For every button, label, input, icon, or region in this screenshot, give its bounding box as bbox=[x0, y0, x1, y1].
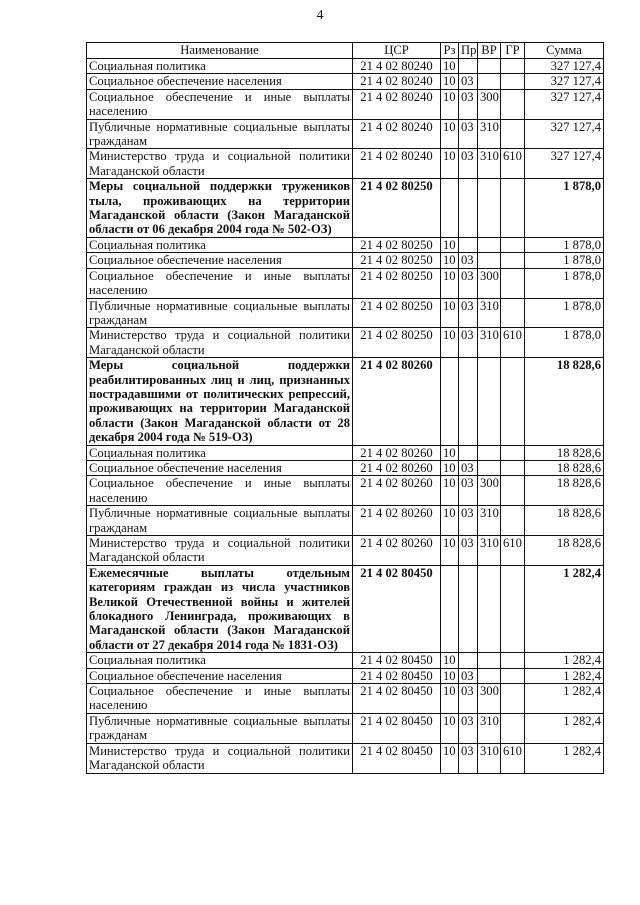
cell-rz: 10 bbox=[441, 653, 459, 668]
table-row bbox=[87, 445, 604, 460]
cell-pr: 03 bbox=[459, 668, 478, 683]
table-row bbox=[87, 253, 604, 268]
cell-name: Ежемесячные выплаты отдельным категориям граждан из числа участников Великой Отечественной войны и жителей блокадного Ленинграда, проживающих в Магаданской области (Закон Магаданской области от 27 декабря 2014 года № 1831-ОЗ) bbox=[87, 565, 353, 652]
header-csr: ЦСР bbox=[353, 43, 441, 59]
cell-pr bbox=[459, 445, 478, 460]
cell-vr: 310 bbox=[478, 119, 501, 149]
table-row bbox=[87, 565, 604, 652]
header-rz: Рз bbox=[441, 43, 459, 59]
cell-csr: 21 4 02 80240 bbox=[353, 59, 441, 74]
cell-name: Министерство труда и социальной политики Магаданской области bbox=[87, 328, 353, 358]
table-row bbox=[87, 179, 604, 238]
cell-sum: 1 282,4 bbox=[525, 684, 604, 714]
cell-gr bbox=[501, 89, 525, 119]
cell-sum: 327 127,4 bbox=[525, 59, 604, 74]
cell-vr bbox=[478, 358, 501, 445]
cell-sum: 1 282,4 bbox=[525, 668, 604, 683]
table-row bbox=[87, 358, 604, 445]
cell-vr bbox=[478, 179, 501, 238]
cell-csr: 21 4 02 80450 bbox=[353, 713, 441, 743]
cell-rz: 10 bbox=[441, 149, 459, 179]
cell-vr: 310 bbox=[478, 713, 501, 743]
cell-rz bbox=[441, 565, 459, 652]
cell-pr: 03 bbox=[459, 743, 478, 773]
cell-sum: 1 878,0 bbox=[525, 179, 604, 238]
cell-rz: 10 bbox=[441, 506, 459, 536]
cell-sum: 1 282,4 bbox=[525, 565, 604, 652]
cell-rz: 10 bbox=[441, 668, 459, 683]
cell-csr: 21 4 02 80260 bbox=[353, 445, 441, 460]
table-row bbox=[87, 506, 604, 536]
cell-csr: 21 4 02 80450 bbox=[353, 565, 441, 652]
cell-name: Социальное обеспечение населения bbox=[87, 74, 353, 89]
cell-vr bbox=[478, 565, 501, 652]
table-row bbox=[87, 653, 604, 668]
cell-csr: 21 4 02 80260 bbox=[353, 506, 441, 536]
cell-vr bbox=[478, 253, 501, 268]
cell-pr: 03 bbox=[459, 713, 478, 743]
cell-sum: 327 127,4 bbox=[525, 74, 604, 89]
table-row bbox=[87, 743, 604, 773]
cell-gr bbox=[501, 684, 525, 714]
cell-sum: 1 878,0 bbox=[525, 268, 604, 298]
cell-sum: 18 828,6 bbox=[525, 506, 604, 536]
cell-csr: 21 4 02 80240 bbox=[353, 119, 441, 149]
table-row bbox=[87, 268, 604, 298]
cell-name: Публичные нормативные социальные выплаты гражданам bbox=[87, 506, 353, 536]
cell-pr: 03 bbox=[459, 476, 478, 506]
cell-sum: 18 828,6 bbox=[525, 358, 604, 445]
cell-name: Министерство труда и социальной политики Магаданской области bbox=[87, 536, 353, 566]
cell-gr bbox=[501, 445, 525, 460]
cell-name: Социальная политика bbox=[87, 237, 353, 252]
cell-gr: 610 bbox=[501, 743, 525, 773]
cell-pr bbox=[459, 565, 478, 652]
header-row bbox=[87, 43, 604, 59]
cell-name: Министерство труда и социальной политики Магаданской области bbox=[87, 743, 353, 773]
cell-gr bbox=[501, 74, 525, 89]
cell-gr bbox=[501, 253, 525, 268]
cell-sum: 18 828,6 bbox=[525, 536, 604, 566]
cell-name: Социальное обеспечение и иные выплаты населению bbox=[87, 268, 353, 298]
cell-vr: 300 bbox=[478, 476, 501, 506]
table-row bbox=[87, 149, 604, 179]
cell-name: Публичные нормативные социальные выплаты гражданам bbox=[87, 713, 353, 743]
cell-csr: 21 4 02 80250 bbox=[353, 237, 441, 252]
cell-pr: 03 bbox=[459, 460, 478, 475]
table-row bbox=[87, 476, 604, 506]
table-row bbox=[87, 119, 604, 149]
table-row bbox=[87, 74, 604, 89]
cell-csr: 21 4 02 80260 bbox=[353, 358, 441, 445]
cell-name: Социальная политика bbox=[87, 653, 353, 668]
cell-gr bbox=[501, 653, 525, 668]
table-row bbox=[87, 328, 604, 358]
cell-vr bbox=[478, 668, 501, 683]
cell-rz bbox=[441, 358, 459, 445]
cell-gr bbox=[501, 179, 525, 238]
cell-vr: 310 bbox=[478, 743, 501, 773]
cell-gr: 610 bbox=[501, 149, 525, 179]
cell-rz: 10 bbox=[441, 328, 459, 358]
cell-name: Социальное обеспечение и иные выплаты населению bbox=[87, 684, 353, 714]
cell-name: Публичные нормативные социальные выплаты гражданам bbox=[87, 298, 353, 328]
cell-sum: 327 127,4 bbox=[525, 89, 604, 119]
cell-rz: 10 bbox=[441, 237, 459, 252]
cell-rz: 10 bbox=[441, 89, 459, 119]
cell-gr bbox=[501, 119, 525, 149]
cell-csr: 21 4 02 80240 bbox=[353, 89, 441, 119]
table-row bbox=[87, 713, 604, 743]
cell-vr: 310 bbox=[478, 298, 501, 328]
cell-csr: 21 4 02 80250 bbox=[353, 179, 441, 238]
table-row bbox=[87, 536, 604, 566]
cell-name: Меры социальной поддержки тружеников тыла, проживающих на территории Магаданской области (Закон Магаданской области от 06 декабря 2004 года № 502-ОЗ) bbox=[87, 179, 353, 238]
header-pr: Пр bbox=[459, 43, 478, 59]
table-row bbox=[87, 298, 604, 328]
cell-sum: 1 282,4 bbox=[525, 743, 604, 773]
cell-csr: 21 4 02 80260 bbox=[353, 476, 441, 506]
cell-rz: 10 bbox=[441, 460, 459, 475]
table-body bbox=[87, 59, 604, 774]
cell-csr: 21 4 02 80260 bbox=[353, 460, 441, 475]
cell-vr bbox=[478, 445, 501, 460]
cell-gr bbox=[501, 237, 525, 252]
cell-name: Социальное обеспечение и иные выплаты населению bbox=[87, 89, 353, 119]
header-vr: ВР bbox=[478, 43, 501, 59]
cell-sum: 1 878,0 bbox=[525, 298, 604, 328]
cell-pr: 03 bbox=[459, 506, 478, 536]
cell-pr: 03 bbox=[459, 298, 478, 328]
cell-name: Публичные нормативные социальные выплаты гражданам bbox=[87, 119, 353, 149]
cell-pr: 03 bbox=[459, 268, 478, 298]
cell-csr: 21 4 02 80250 bbox=[353, 298, 441, 328]
cell-vr: 310 bbox=[478, 149, 501, 179]
cell-name: Социальное обеспечение населения bbox=[87, 668, 353, 683]
cell-csr: 21 4 02 80250 bbox=[353, 253, 441, 268]
header-name: Наименование bbox=[87, 43, 353, 59]
cell-gr bbox=[501, 506, 525, 536]
cell-vr: 300 bbox=[478, 684, 501, 714]
table-row bbox=[87, 89, 604, 119]
cell-pr: 03 bbox=[459, 89, 478, 119]
cell-csr: 21 4 02 80260 bbox=[353, 536, 441, 566]
cell-vr: 310 bbox=[478, 536, 501, 566]
cell-rz bbox=[441, 179, 459, 238]
cell-gr bbox=[501, 358, 525, 445]
cell-name: Социальная политика bbox=[87, 59, 353, 74]
cell-sum: 1 878,0 bbox=[525, 237, 604, 252]
cell-rz: 10 bbox=[441, 476, 459, 506]
page-number: 4 bbox=[316, 8, 324, 23]
cell-csr: 21 4 02 80450 bbox=[353, 653, 441, 668]
budget-table bbox=[86, 42, 604, 774]
cell-rz: 10 bbox=[441, 268, 459, 298]
cell-gr bbox=[501, 298, 525, 328]
cell-pr: 03 bbox=[459, 536, 478, 566]
cell-name: Меры социальной поддержки реабилитированных лиц и лиц, признанных пострадавшими от политических репрессий, проживающих на территории Магаданской области (Закон Магаданской области от 28 декабря 2004 года № 519-ОЗ) bbox=[87, 358, 353, 445]
cell-pr: 03 bbox=[459, 74, 478, 89]
cell-rz: 10 bbox=[441, 713, 459, 743]
cell-rz: 10 bbox=[441, 253, 459, 268]
cell-name: Социальное обеспечение населения bbox=[87, 460, 353, 475]
table-row bbox=[87, 460, 604, 475]
cell-rz: 10 bbox=[441, 445, 459, 460]
table-row bbox=[87, 684, 604, 714]
cell-pr: 03 bbox=[459, 328, 478, 358]
cell-name: Министерство труда и социальной политики Магаданской области bbox=[87, 149, 353, 179]
cell-sum: 1 878,0 bbox=[525, 328, 604, 358]
cell-gr: 610 bbox=[501, 328, 525, 358]
cell-vr: 300 bbox=[478, 89, 501, 119]
cell-vr: 310 bbox=[478, 506, 501, 536]
cell-rz: 10 bbox=[441, 59, 459, 74]
cell-gr bbox=[501, 268, 525, 298]
cell-pr bbox=[459, 358, 478, 445]
cell-pr: 03 bbox=[459, 253, 478, 268]
cell-csr: 21 4 02 80450 bbox=[353, 743, 441, 773]
cell-csr: 21 4 02 80250 bbox=[353, 328, 441, 358]
cell-sum: 18 828,6 bbox=[525, 445, 604, 460]
cell-sum: 18 828,6 bbox=[525, 460, 604, 475]
cell-gr bbox=[501, 460, 525, 475]
cell-pr bbox=[459, 653, 478, 668]
cell-gr bbox=[501, 59, 525, 74]
cell-rz: 10 bbox=[441, 119, 459, 149]
cell-sum: 18 828,6 bbox=[525, 476, 604, 506]
cell-rz: 10 bbox=[441, 536, 459, 566]
table-row bbox=[87, 237, 604, 252]
header-sum: Сумма bbox=[525, 43, 604, 59]
cell-sum: 327 127,4 bbox=[525, 149, 604, 179]
cell-rz: 10 bbox=[441, 298, 459, 328]
cell-gr bbox=[501, 476, 525, 506]
cell-pr bbox=[459, 59, 478, 74]
cell-pr: 03 bbox=[459, 149, 478, 179]
table-row bbox=[87, 668, 604, 683]
cell-vr bbox=[478, 237, 501, 252]
cell-sum: 1 878,0 bbox=[525, 253, 604, 268]
cell-vr bbox=[478, 74, 501, 89]
cell-name: Социальное обеспечение и иные выплаты населению bbox=[87, 476, 353, 506]
cell-rz: 10 bbox=[441, 743, 459, 773]
cell-sum: 1 282,4 bbox=[525, 713, 604, 743]
cell-pr: 03 bbox=[459, 684, 478, 714]
cell-rz: 10 bbox=[441, 684, 459, 714]
cell-vr bbox=[478, 653, 501, 668]
cell-vr bbox=[478, 59, 501, 74]
cell-gr bbox=[501, 565, 525, 652]
cell-vr: 310 bbox=[478, 328, 501, 358]
cell-pr bbox=[459, 237, 478, 252]
cell-pr: 03 bbox=[459, 119, 478, 149]
cell-csr: 21 4 02 80240 bbox=[353, 149, 441, 179]
cell-csr: 21 4 02 80450 bbox=[353, 684, 441, 714]
header-gr: ГР bbox=[501, 43, 525, 59]
cell-csr: 21 4 02 80250 bbox=[353, 268, 441, 298]
cell-sum: 327 127,4 bbox=[525, 119, 604, 149]
cell-rz: 10 bbox=[441, 74, 459, 89]
cell-gr bbox=[501, 668, 525, 683]
cell-sum: 1 282,4 bbox=[525, 653, 604, 668]
cell-gr bbox=[501, 713, 525, 743]
cell-pr bbox=[459, 179, 478, 238]
cell-vr bbox=[478, 460, 501, 475]
table-row bbox=[87, 59, 604, 74]
cell-vr: 300 bbox=[478, 268, 501, 298]
cell-name: Социальное обеспечение населения bbox=[87, 253, 353, 268]
cell-gr: 610 bbox=[501, 536, 525, 566]
cell-csr: 21 4 02 80240 bbox=[353, 74, 441, 89]
cell-name: Социальная политика bbox=[87, 445, 353, 460]
cell-csr: 21 4 02 80450 bbox=[353, 668, 441, 683]
